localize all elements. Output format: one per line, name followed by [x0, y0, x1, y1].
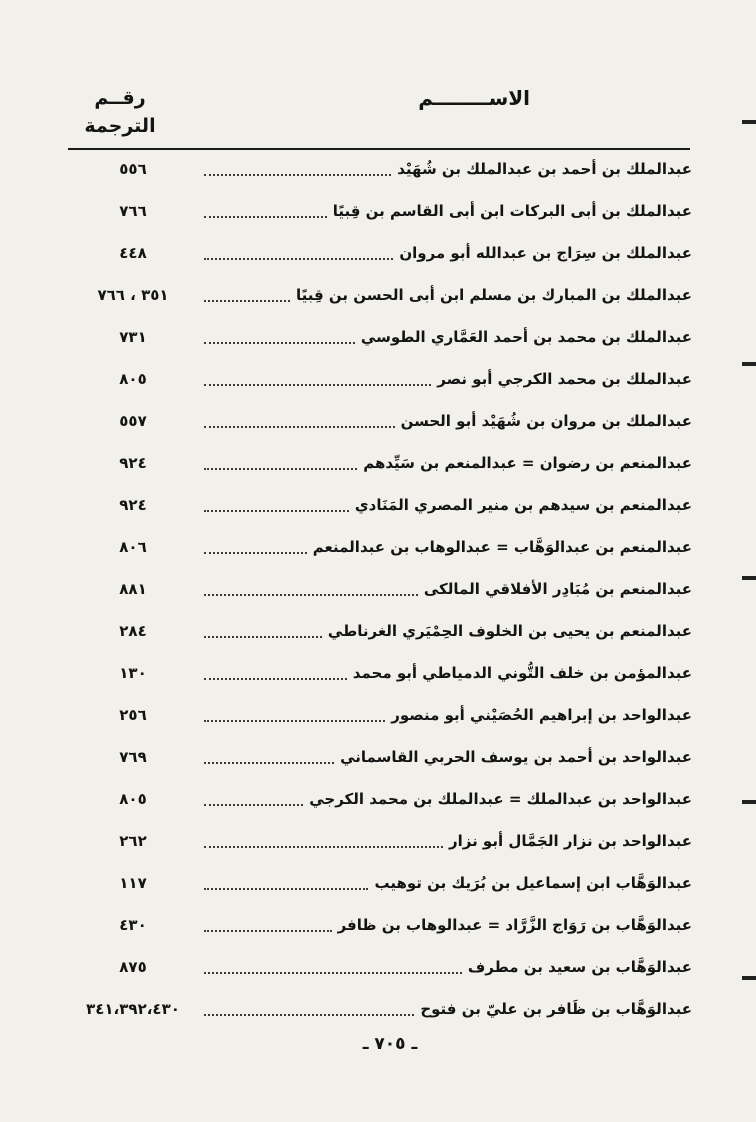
- index-entry: [68, 280, 692, 310]
- entry-ref: ٢٨٤: [119, 622, 147, 640]
- leader-dots: [204, 846, 443, 848]
- entry-ref: ٨٨١: [119, 580, 147, 598]
- leader-dots: [204, 468, 357, 470]
- leader-dots: [204, 216, 327, 218]
- entry-name: عبدالوَهَّاب ابن إسماعيل بن بُرَيك بن توهيب: [374, 874, 692, 892]
- leader-dots: [204, 510, 349, 512]
- edge-mark: [742, 362, 756, 366]
- edge-mark: [742, 120, 756, 124]
- leader-dots: [204, 678, 347, 680]
- leader-dots: [204, 300, 290, 302]
- index-entry: [68, 910, 692, 940]
- leader-dots: [204, 762, 334, 764]
- column-header-number: [70, 84, 170, 140]
- index-entry: [68, 784, 692, 814]
- entry-ref: ٨٠٥: [119, 370, 147, 388]
- entry-ref: ٤٣٠: [119, 916, 147, 934]
- entry-name: عبدالمنعم بن رضوان = عبدالمنعم بن سَيِّدهم: [363, 454, 692, 472]
- entry-name: عبدالملك بن أبى البركات ابن أبى القاسم بن قِبيًا: [332, 202, 692, 220]
- entry-name: عبدالوَهَّاب بن ظَافر بن عليّ بن فتوح: [420, 1000, 692, 1018]
- entry-ref: ٣٥١ ، ٧٦٦: [97, 286, 169, 304]
- entry-name: عبدالواحد بن عبدالملك = عبدالملك بن محمد الكرجي: [309, 790, 692, 808]
- entry-ref: ٥٥٦: [119, 160, 147, 178]
- entry-name: عبدالمنعم بن يحيى بن الخلوف الحِمْيَري الغرناطي: [327, 622, 692, 640]
- index-entry: [68, 238, 692, 268]
- index-entry: [68, 742, 692, 772]
- entry-ref: ٩٢٤: [119, 496, 147, 514]
- header-rule: [68, 148, 690, 150]
- index-entry: [68, 364, 692, 394]
- entry-ref: ٣٤١،٣٩٢،٤٣٠: [86, 1000, 180, 1018]
- entry-name: عبدالواحد بن أحمد بن يوسف الحربي القاسماني: [340, 748, 692, 766]
- entry-name: عبدالمؤمن بن خلف التُّوني الدمياطي أبو محمد: [352, 664, 692, 682]
- leader-dots: [204, 594, 418, 596]
- entry-name: عبدالواحد بن نزار الجَمَّال أبو نزار: [448, 832, 692, 850]
- leader-dots: [204, 384, 431, 386]
- entry-name: عبدالمنعم بن عبدالوَهَّاب = عبدالوهاب بن عبدالمنعم: [312, 538, 692, 556]
- leader-dots: [204, 342, 355, 344]
- entry-ref: ١١٧: [119, 874, 147, 892]
- index-entry: [68, 574, 692, 604]
- index-entry: [68, 616, 692, 646]
- entry-ref: ٥٥٧: [119, 412, 147, 430]
- entry-name: عبدالملك بن محمد الكرجي أبو نصر: [437, 370, 692, 388]
- leader-dots: [204, 636, 322, 638]
- index-entry: [68, 154, 692, 184]
- entry-ref: ٧٦٩: [119, 748, 147, 766]
- leader-dots: [204, 1014, 414, 1016]
- entry-ref: ٨٠٦: [119, 538, 147, 556]
- entry-ref: ٧٦٦: [119, 202, 147, 220]
- entry-name: عبدالوَهَّاب بن رَوَاج الزَّرَّاد = عبدالوهاب بن ظافر: [337, 916, 692, 934]
- entry-ref: ٧٣١: [119, 328, 147, 346]
- index-entry: [68, 826, 692, 856]
- edge-mark: [742, 976, 756, 980]
- entry-ref: ٩٢٤: [119, 454, 147, 472]
- index-entry: [68, 700, 692, 730]
- edge-mark: [742, 576, 756, 580]
- index-entry: [68, 952, 692, 982]
- leader-dots: [204, 720, 385, 722]
- column-header-name: الاســــــــم: [418, 86, 530, 110]
- entry-ref: ٢٦٢: [119, 832, 147, 850]
- leader-dots: [204, 426, 395, 428]
- entry-ref: ٤٤٨: [119, 244, 147, 262]
- leader-dots: [204, 258, 393, 260]
- index-entry: [68, 994, 692, 1024]
- leader-dots: [204, 888, 368, 890]
- entry-name: عبدالوَهَّاب بن سعيد بن مطرف: [467, 958, 692, 976]
- index-entry: [68, 490, 692, 520]
- index-entry: [68, 196, 692, 226]
- index-entry: [68, 658, 692, 688]
- index-entry: [68, 322, 692, 352]
- entry-ref: ٨٧٥: [119, 958, 147, 976]
- entry-ref: ١٣٠: [119, 664, 147, 682]
- leader-dots: [204, 930, 332, 932]
- entry-name: عبدالملك بن سِرَاج بن عبدالله أبو مروان: [399, 244, 692, 262]
- leader-dots: [204, 174, 391, 176]
- index-entry: [68, 406, 692, 436]
- leader-dots: [204, 804, 303, 806]
- column-header-number-line1: رقــم: [94, 87, 146, 109]
- entry-name: عبدالمنعم بن سيدهم بن منير المصري المَنَادي: [354, 496, 692, 514]
- entry-name: عبدالملك بن محمد بن أحمد العَمَّاري الطوسي: [360, 328, 692, 346]
- entry-ref: ٢٥٦: [119, 706, 147, 724]
- entry-name: عبدالملك بن مروان بن شُهَيْد أبو الحسن: [400, 412, 692, 430]
- index-entry: [68, 448, 692, 478]
- entry-name: عبدالمنعم بن مُبَادِر الأفلاقي المالكى: [423, 580, 692, 598]
- entry-name: عبدالملك بن أحمد بن عبدالملك بن شُهَيْد: [397, 160, 692, 178]
- index-entry: [68, 532, 692, 562]
- index-entry: [68, 868, 692, 898]
- entry-ref: ٨٠٥: [119, 790, 147, 808]
- entry-name: عبدالملك بن المبارك بن مسلم ابن أبى الحسن بن قِبيًا: [295, 286, 692, 304]
- column-header-number-line2: الترجمة: [84, 115, 156, 137]
- page-number: ـ ٧٠٥ ـ: [362, 1034, 418, 1054]
- leader-dots: [204, 972, 462, 974]
- entry-name: عبدالواحد بن إبراهيم الحُصَيْني أبو منصور: [391, 706, 692, 724]
- edge-mark: [742, 800, 756, 804]
- leader-dots: [204, 552, 307, 554]
